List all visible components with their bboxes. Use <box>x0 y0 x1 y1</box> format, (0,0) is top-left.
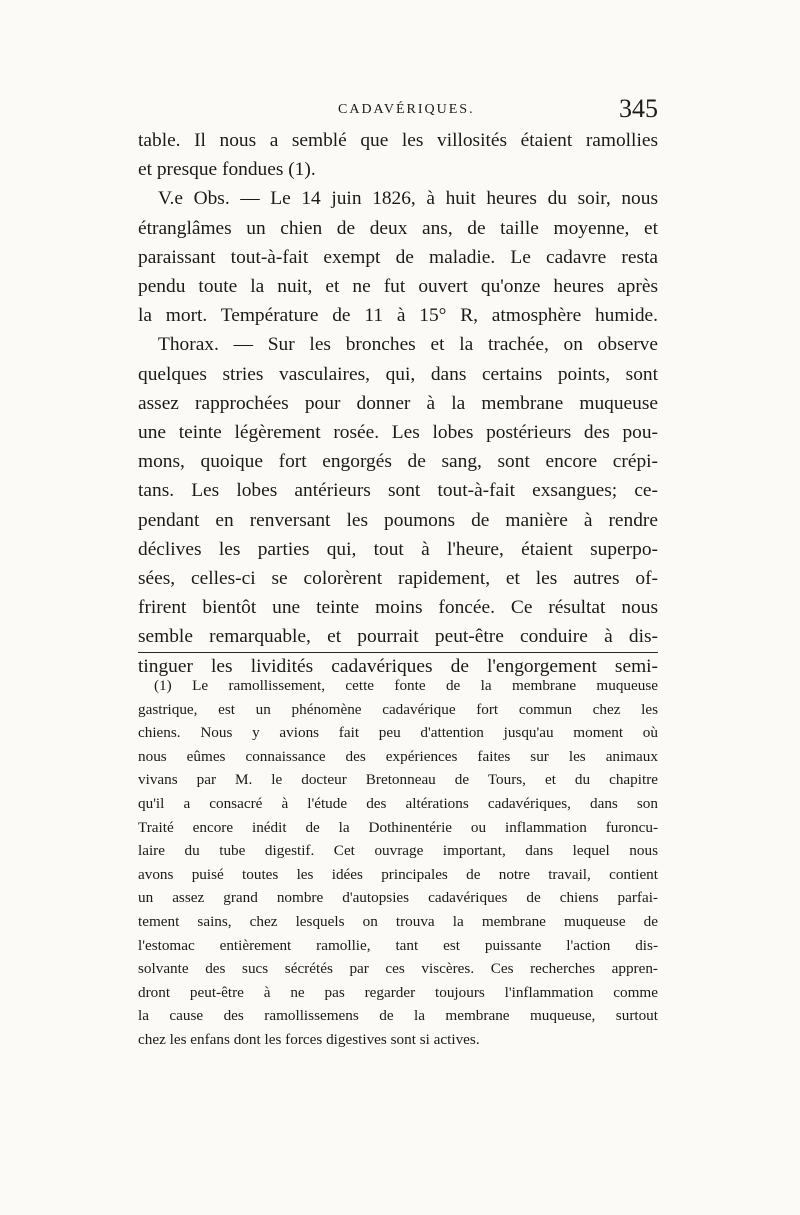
text-line: tans. Les lobes antérieurs sont tout-à-fait exsangues; ce- <box>138 480 658 502</box>
footnote-line: gastrique, est un phénomène cadavérique fort commun chez les <box>138 700 658 718</box>
footnote-line: qu'il a consacré à l'étude des altérations cadavériques, dans son <box>138 794 658 812</box>
text-line: assez rapprochées pour donner à la membrane muqueuse <box>138 392 658 414</box>
text-line: mons, quoique fort engorgés de sang, sont encore crépi- <box>138 451 658 473</box>
text-line: frirent bientôt une teinte moins foncée. Ce résultat nous <box>138 597 658 619</box>
text-line: table. Il nous a semblé que les villosités étaient ramollies <box>138 130 658 151</box>
footnote-line: chiens. Nous y avions fait peu d'attention jusqu'au moment où <box>138 724 658 742</box>
footnote-line: tement sains, chez lesquels on trouva la membrane muqueuse de <box>138 912 658 930</box>
page-number: 345 <box>619 94 658 123</box>
footnote-line: chez les enfans dont les forces digestives sont si actives. <box>138 1030 480 1048</box>
text-line: Thorax. — Sur les bronches et la trachée, on observe <box>158 334 658 356</box>
text-line: étranglâmes un chien de deux ans, de taille moyenne, et <box>138 217 658 239</box>
footnote-line: la cause des ramollissemens de la membrane muqueuse, surtout <box>138 1007 658 1025</box>
text-line: déclives les parties qui, tout à l'heure, étaient superpo- <box>138 538 658 560</box>
page-header <box>138 96 658 126</box>
footnote-line: l'estomac entièrement ramollie, tant est puissante l'action dis- <box>138 936 658 954</box>
footnote-line: laire du tube digestif. Cet ouvrage important, dans lequel nous <box>138 842 658 860</box>
text-line: quelques stries vasculaires, qui, dans certains points, sont <box>138 363 658 385</box>
main-text <box>138 126 658 681</box>
footnote-line: un assez grand nombre d'autopsies cadavériques de chiens parfai- <box>138 889 658 907</box>
text-line: une teinte légèrement rosée. Les lobes postérieurs des pou- <box>138 422 658 444</box>
footnote-line: dront peut-être à ne pas regarder toujours l'inflammation comme <box>138 983 658 1001</box>
text-line: pendu toute la nuit, et ne fut ouvert qu'onze heures après <box>138 276 658 298</box>
running-title: CADAVÉRIQUES. <box>338 102 475 117</box>
footnote-line: solvante des sucs sécrétés par ces viscères. Ces recherches appren- <box>138 960 658 978</box>
text-line: la mort. Température de 11 à 15° R, atmosphère humide. <box>138 305 658 327</box>
footnote <box>138 674 658 1052</box>
footnote-line: avons puisé toutes les idées principales de notre travail, contient <box>138 865 658 883</box>
text-line: tinguer les lividités cadavériques de l'engorgement semi- <box>138 655 658 677</box>
footnote-divider <box>138 652 658 653</box>
footnote-line: Traité encore inédit de la Dothinentérie ou inflammation furoncu- <box>138 818 658 836</box>
text-line: sées, celles-ci se colorèrent rapidement, et les autres of- <box>138 568 658 590</box>
text-line: semble remarquable, et pourrait peut-être conduire à dis- <box>138 626 658 648</box>
text-line: V.e Obs. — Le 14 juin 1826, à huit heures du soir, nous <box>158 188 658 210</box>
footnote-line: nous eûmes connaissance des expériences faites sur les animaux <box>138 747 658 765</box>
footnote-line: (1) Le ramollissement, cette fonte de la membrane muqueuse <box>154 677 658 694</box>
text-line: et presque fondues (1). <box>138 159 316 181</box>
footnote-line: vivans par M. le docteur Bretonneau de Tours, et du chapitre <box>138 771 658 789</box>
text-line: pendant en renversant les poumons de manière à rendre <box>138 509 658 531</box>
text-line: paraissant tout-à-fait exempt de maladie. Le cadavre resta <box>138 246 658 268</box>
